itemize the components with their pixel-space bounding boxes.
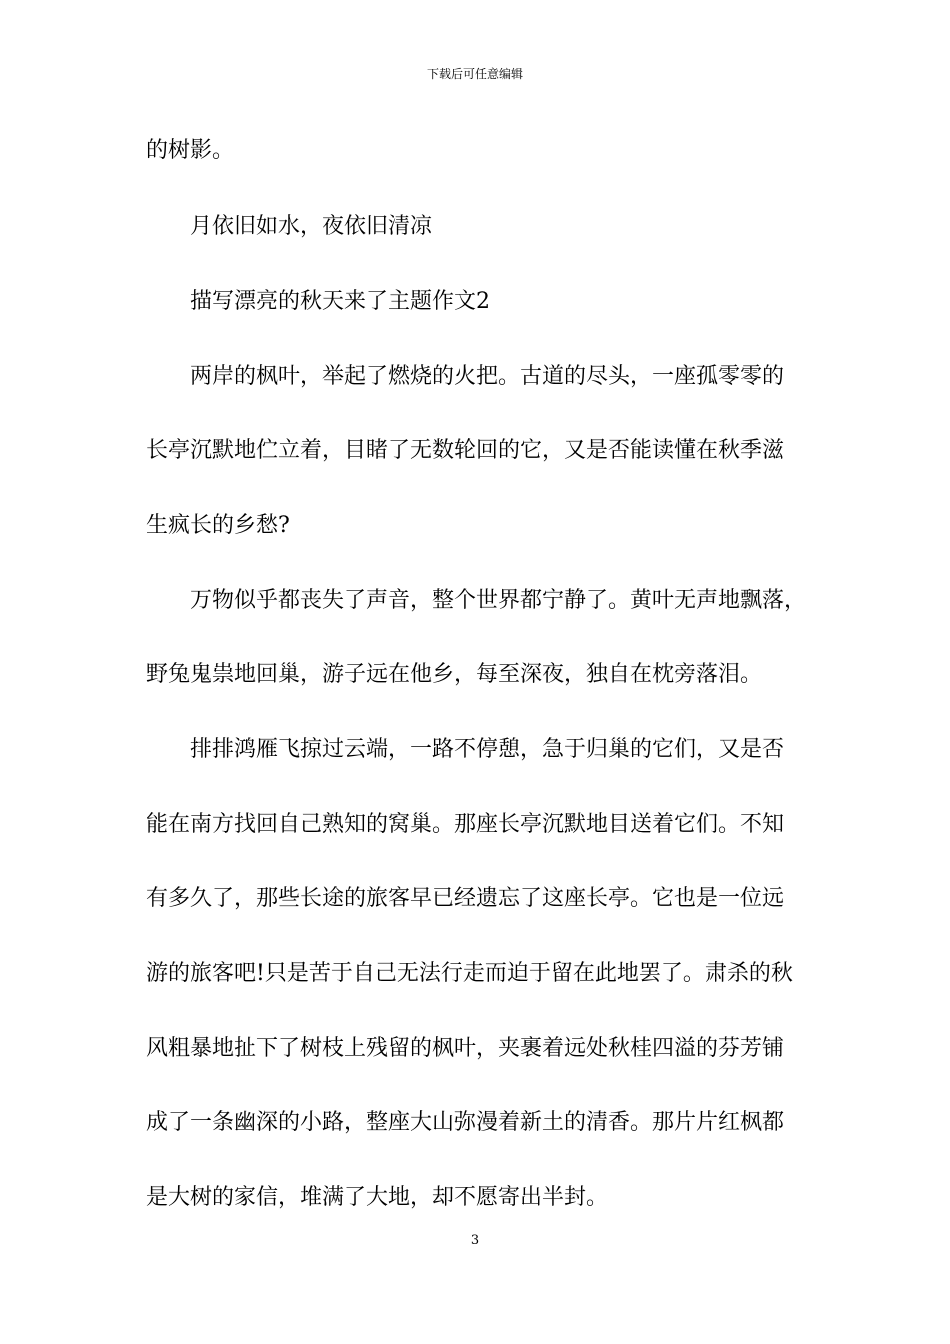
text-line: 生疯长的乡愁? bbox=[146, 513, 290, 538]
text-line: 野兔鬼祟地回巢，游子远在他乡，每至深夜，独自在枕旁落泪。 bbox=[146, 662, 763, 687]
text-line: 游的旅客吧!只是苦于自己无法行走而迫于留在此地罢了。肃杀的秋 bbox=[146, 961, 793, 986]
text-line: 成了一条幽深的小路，整座大山弥漫着新土的清香。那片片红枫都 bbox=[146, 1110, 785, 1135]
text-line: 长亭沉默地伫立着，目睹了无数轮回的它，又是否能读懂在秋季滋 bbox=[146, 438, 785, 463]
text-line: 的树影。 bbox=[146, 138, 235, 163]
text-line: 万物似乎都丧失了声音，整个世界都宁静了。黄叶无声地飘落， bbox=[190, 588, 807, 613]
text-line: 两岸的枫叶，举起了燃烧的火把。古道的尽头，一座孤零零的 bbox=[190, 364, 785, 389]
section-heading: 描写漂亮的秋天来了主题作文2 bbox=[190, 289, 490, 314]
text-line: 风粗暴地扯下了树枝上残留的枫叶，夹裹着远处秋桂四溢的芬芳铺 bbox=[146, 1036, 785, 1061]
text-line: 能在南方找回自己熟知的窝巢。那座长亭沉默地目送着它们。不知 bbox=[146, 812, 785, 837]
text-line: 排排鸿雁飞掠过云端，一路不停憩，急于归巢的它们，又是否 bbox=[190, 737, 785, 762]
text-line: 有多久了，那些长途的旅客早已经遗忘了这座长亭。它也是一位远 bbox=[146, 886, 785, 911]
text-line: 是大树的家信，堆满了大地，却不愿寄出半封。 bbox=[146, 1185, 609, 1210]
page-number: 3 bbox=[470, 1233, 480, 1248]
text-line: 月依旧如水，夜依旧清凉 bbox=[190, 214, 433, 239]
page-header: 下载后可任意编辑 bbox=[426, 67, 523, 81]
